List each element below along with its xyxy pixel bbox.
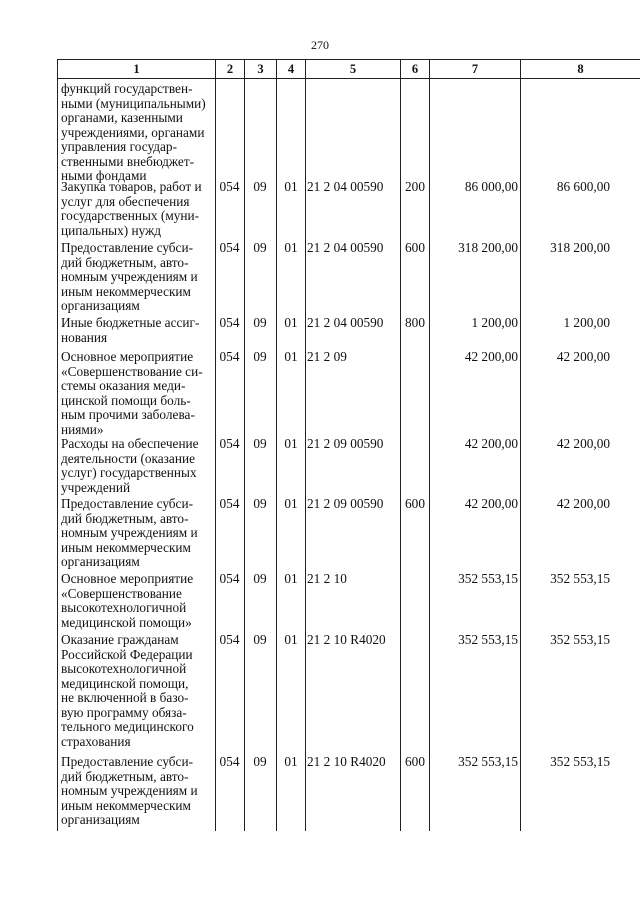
cell-section: 09 — [253, 349, 267, 364]
cell-amount-2: 352 553,15 — [550, 571, 610, 586]
cell-amount-2: 352 553,15 — [550, 632, 610, 647]
cell-amount-2: 42 200,00 — [556, 436, 610, 451]
page-number: 270 — [311, 38, 329, 52]
cell-expense-type: 600 — [405, 240, 425, 255]
cell-amount-1: 318 200,00 — [458, 240, 518, 255]
cell-target-article: 21 2 10 R4020 — [307, 632, 386, 647]
row-name: Основное мероприятие «Совершенствование высокотехнологичной медицинской помощи» — [61, 571, 194, 630]
column-header: 1 — [133, 62, 140, 76]
cell-section: 09 — [253, 240, 267, 255]
cell-expense-type: 600 — [405, 496, 425, 511]
cell-target-article: 21 2 04 00590 — [307, 179, 384, 194]
row-name: Иные бюджетные ассиг- нования — [61, 315, 200, 345]
cell-section: 09 — [253, 496, 267, 511]
cell-amount-1: 42 200,00 — [464, 436, 518, 451]
column-header: 5 — [349, 62, 357, 76]
row-name: Расходы на обеспечение деятельности (оказание услуг) государственных учреждений — [61, 436, 199, 495]
cell-expense-type: 800 — [405, 315, 425, 330]
cell-amount-1: 352 553,15 — [458, 632, 518, 647]
row-name: Закупка товаров, работ и услуг для обеспечения государственных (муни- ципальных) нужд — [61, 179, 202, 238]
cell-section: 09 — [253, 315, 267, 330]
cell-ministry: 054 — [219, 496, 240, 511]
cell-amount-1: 42 200,00 — [464, 496, 518, 511]
cell-ministry: 054 — [219, 632, 240, 647]
cell-ministry: 054 — [219, 315, 240, 330]
cell-amount-2: 352 553,15 — [550, 754, 610, 769]
table-rule — [57, 59, 640, 60]
row-name: функций государствен- ными (муниципальными) органами, казенными учреждениями, органами управления государ- ственными внебюджет- ными фондами — [61, 81, 206, 183]
row-name: Предоставление субси- дий бюджетным, авто- номным учреждениям и иным некоммерческим организациям — [61, 496, 198, 569]
column-header: 4 — [287, 62, 295, 76]
cell-ministry: 054 — [219, 179, 240, 194]
cell-subsection: 01 — [284, 571, 298, 586]
cell-subsection: 01 — [284, 632, 298, 647]
cell-target-article: 21 2 09 — [307, 349, 347, 364]
cell-target-article: 21 2 04 00590 — [307, 240, 384, 255]
cell-amount-1: 352 553,15 — [458, 754, 518, 769]
cell-subsection: 01 — [284, 240, 298, 255]
row-name: Основное мероприятие «Совершенствование си- стемы оказания меди- цинской помощи боль- ным прочими заболева- ниями» — [61, 349, 203, 437]
cell-expense-type: 600 — [405, 754, 425, 769]
table-rule — [57, 78, 640, 79]
cell-amount-2: 318 200,00 — [550, 240, 610, 255]
cell-expense-type: 200 — [405, 179, 425, 194]
cell-subsection: 01 — [284, 315, 298, 330]
cell-subsection: 01 — [284, 436, 298, 451]
cell-target-article: 21 2 10 — [307, 571, 347, 586]
cell-subsection: 01 — [284, 179, 298, 194]
cell-amount-2: 1 200,00 — [563, 315, 610, 330]
cell-section: 09 — [253, 179, 267, 194]
cell-ministry: 054 — [219, 754, 240, 769]
cell-subsection: 01 — [284, 754, 298, 769]
row-name: Предоставление субси- дий бюджетным, авто- номным учреждениям и иным некоммерческим организациям — [61, 754, 198, 827]
cell-ministry: 054 — [219, 240, 240, 255]
table-rule — [429, 59, 430, 831]
cell-amount-1: 42 200,00 — [464, 349, 518, 364]
cell-subsection: 01 — [284, 349, 298, 364]
cell-target-article: 21 2 10 R4020 — [307, 754, 386, 769]
cell-amount-2: 42 200,00 — [556, 496, 610, 511]
cell-subsection: 01 — [284, 496, 298, 511]
cell-ministry: 054 — [219, 349, 240, 364]
cell-ministry: 054 — [219, 571, 240, 586]
cell-amount-1: 1 200,00 — [471, 315, 518, 330]
column-header: 2 — [226, 62, 234, 76]
cell-target-article: 21 2 04 00590 — [307, 315, 384, 330]
cell-section: 09 — [253, 571, 267, 586]
column-header: 8 — [577, 62, 584, 76]
column-header: 7 — [471, 62, 479, 76]
column-header: 6 — [411, 62, 419, 76]
row-name: Оказание гражданам Российской Федерации высокотехнологичной медицинской помощи, не включенной в базо- вую программу обяза- тельного медицинского страхования — [61, 632, 194, 749]
cell-target-article: 21 2 09 00590 — [307, 496, 384, 511]
column-header: 3 — [257, 62, 264, 76]
table-rule — [57, 59, 58, 831]
cell-amount-1: 352 553,15 — [458, 571, 518, 586]
cell-section: 09 — [253, 436, 267, 451]
cell-amount-2: 42 200,00 — [556, 349, 610, 364]
cell-section: 09 — [253, 754, 267, 769]
cell-amount-1: 86 000,00 — [464, 179, 518, 194]
cell-amount-2: 86 600,00 — [556, 179, 610, 194]
cell-section: 09 — [253, 632, 267, 647]
cell-target-article: 21 2 09 00590 — [307, 436, 384, 451]
row-name: Предоставление субси- дий бюджетным, авто- номным учреждениям и иным некоммерческим организациям — [61, 240, 198, 313]
cell-ministry: 054 — [219, 436, 240, 451]
